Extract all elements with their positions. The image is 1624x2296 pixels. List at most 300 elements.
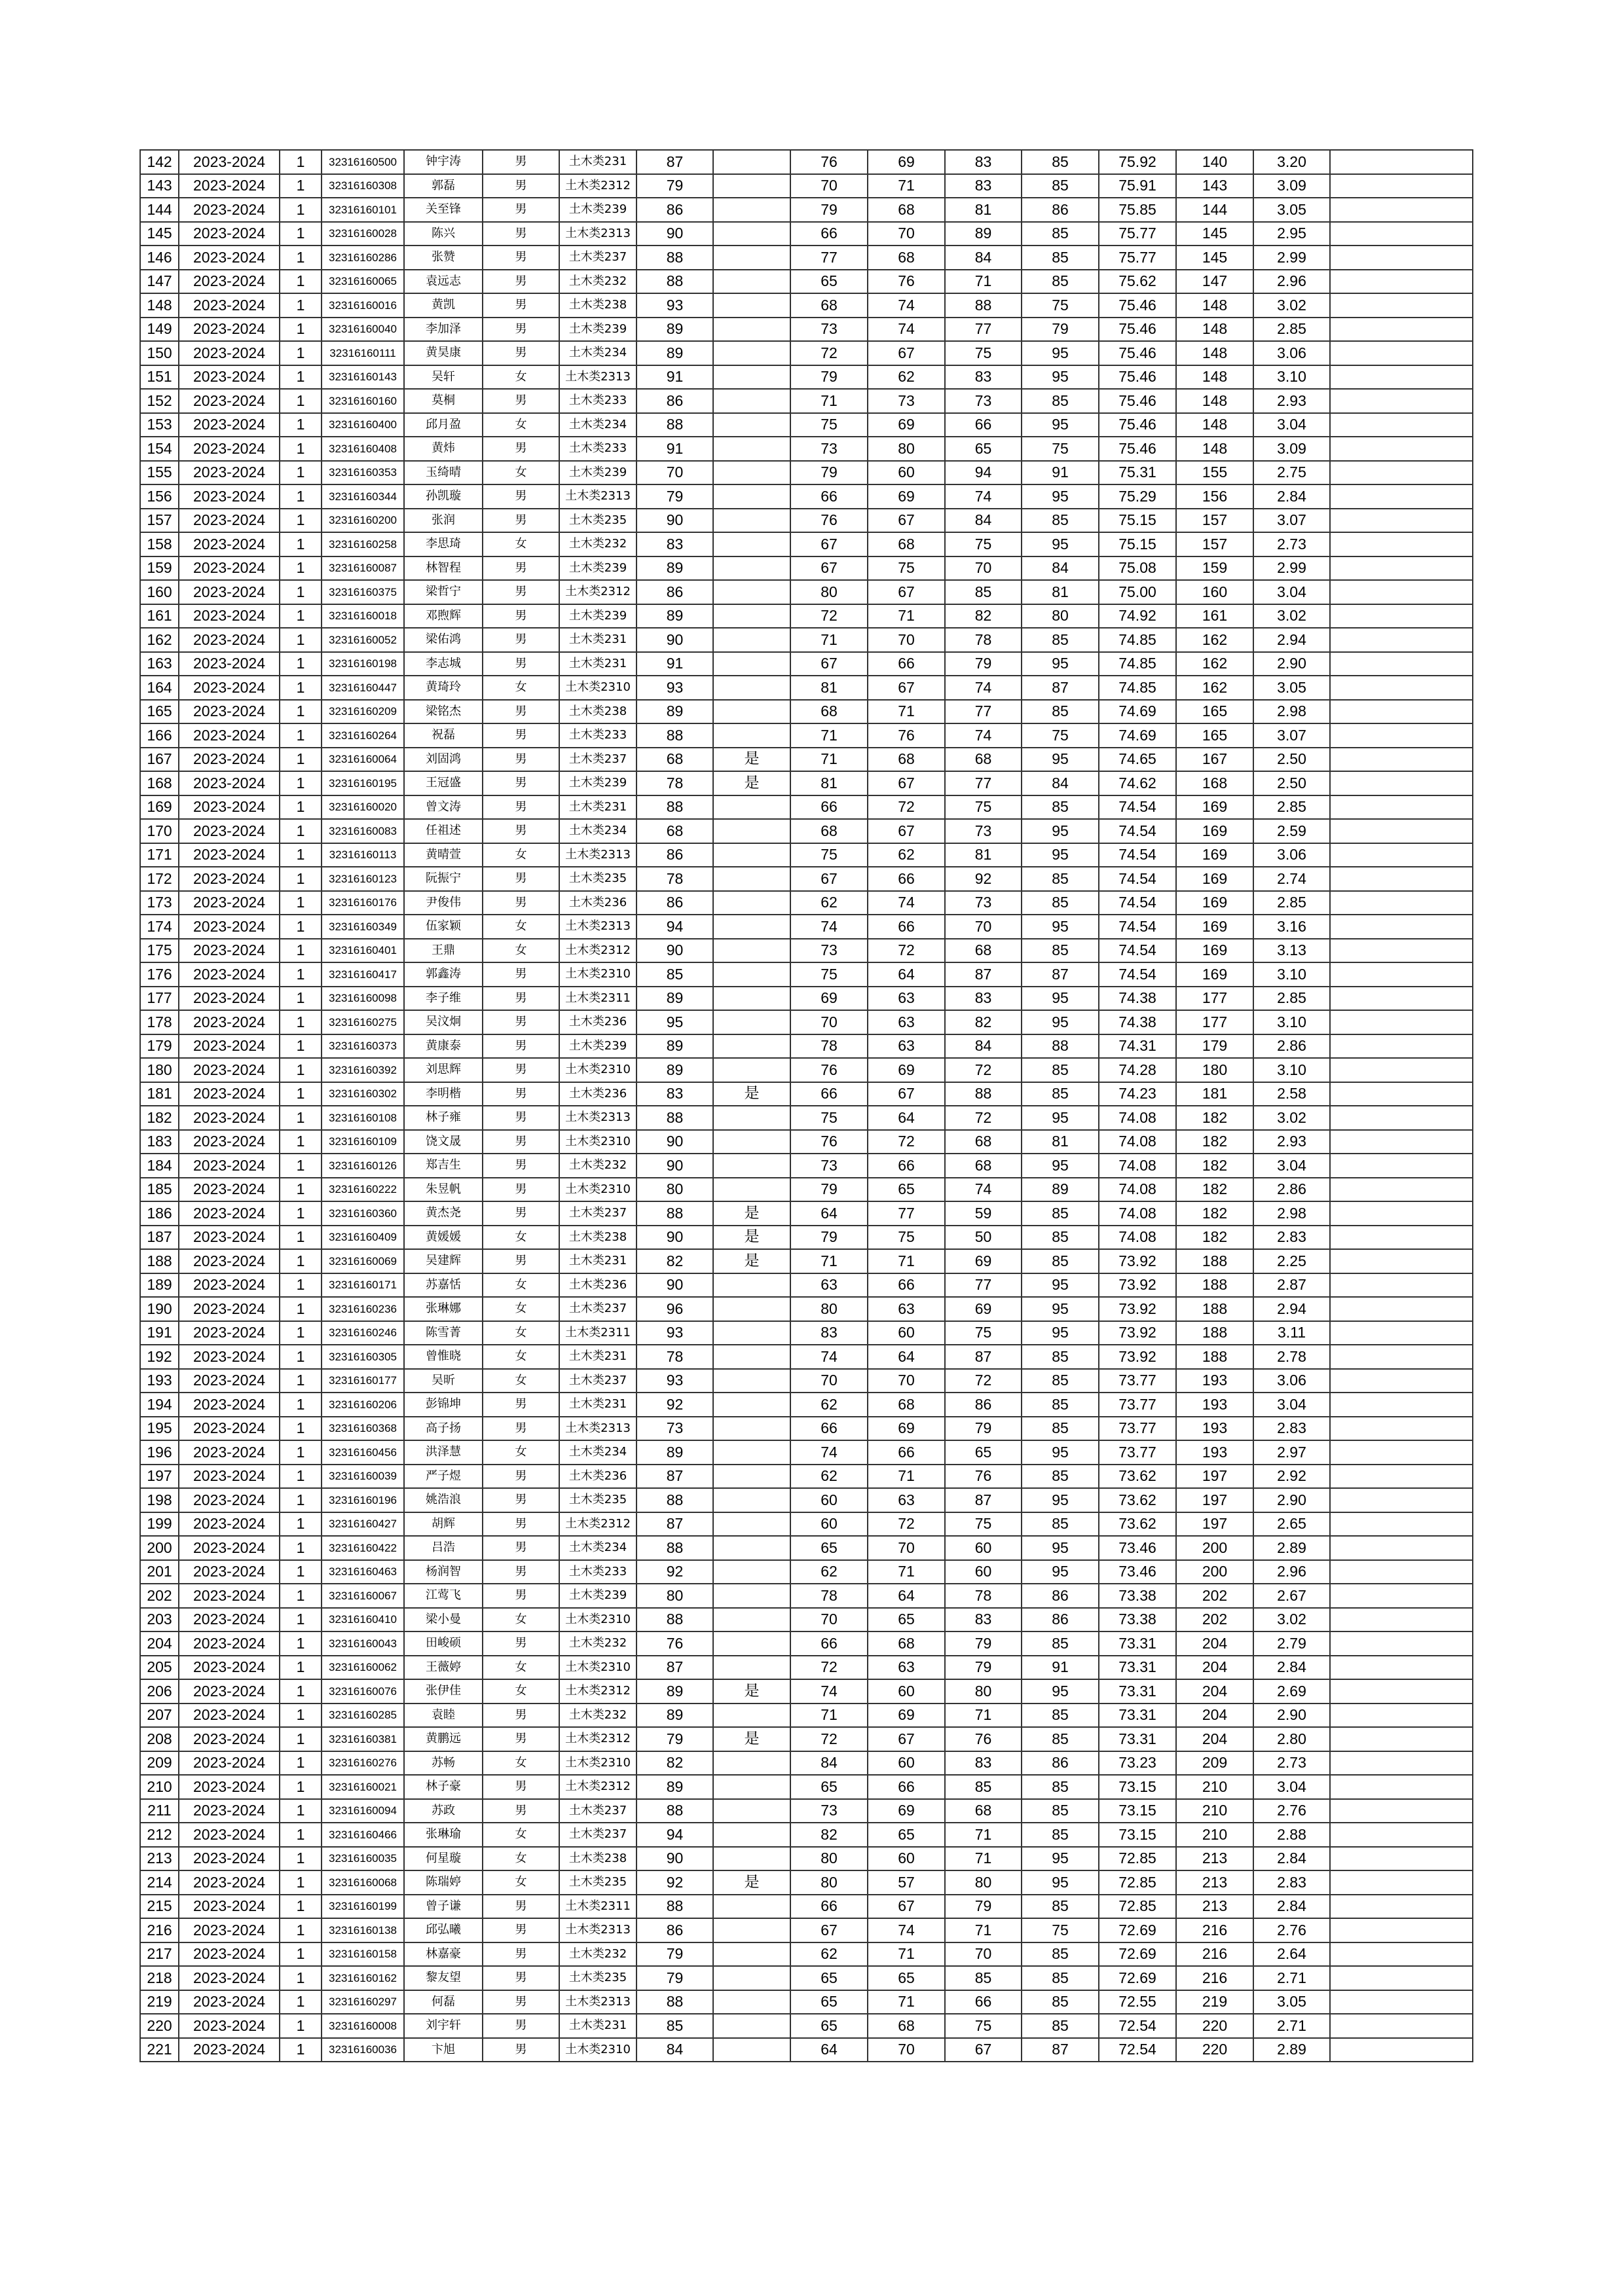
average-score-cell: 74.38 (1099, 987, 1176, 1011)
average-score-cell: 74.28 (1099, 1058, 1176, 1082)
average-score-cell: 74.08 (1099, 1130, 1176, 1154)
gpa-cell: 2.99 (1253, 556, 1330, 581)
table-row (140, 1536, 1473, 1560)
student-name-cell: 苏畅 (404, 1751, 483, 1776)
semester-cell: 1 (280, 1895, 322, 1919)
score-b-cell: 66 (790, 222, 868, 246)
score-a-cell: 93 (637, 676, 713, 700)
student-id-cell: 32316160176 (322, 891, 404, 915)
rank-cell: 169 (1176, 795, 1253, 820)
gpa-cell: 2.93 (1253, 1130, 1330, 1154)
class-name-cell: 土木类234 (559, 341, 637, 365)
empty-cell (1330, 532, 1473, 556)
gender-cell: 男 (483, 246, 559, 270)
score-c-cell: 74 (868, 318, 945, 342)
score-e-cell: 85 (1022, 1417, 1099, 1441)
score-d-cell: 71 (945, 1704, 1022, 1728)
student-id-cell: 32316160039 (322, 1465, 404, 1489)
gender-cell: 女 (483, 532, 559, 556)
gpa-cell: 2.86 (1253, 1034, 1330, 1059)
table-row (140, 365, 1473, 390)
score-c-cell: 60 (868, 1847, 945, 1871)
score-e-cell: 80 (1022, 604, 1099, 629)
score-d-cell: 76 (945, 1465, 1022, 1489)
score-c-cell: 63 (868, 1488, 945, 1512)
flag-mark-cell (713, 1536, 790, 1560)
student-name-cell: 杨润智 (404, 1560, 483, 1584)
score-e-cell: 81 (1022, 580, 1099, 604)
student-id-cell: 32316160062 (322, 1656, 404, 1680)
gpa-cell: 2.90 (1253, 652, 1330, 676)
score-c-cell: 68 (868, 198, 945, 222)
row-number-cell: 150 (140, 341, 179, 365)
score-c-cell: 64 (868, 962, 945, 987)
table-row (140, 1918, 1473, 1942)
row-number-cell: 210 (140, 1775, 179, 1799)
score-e-cell: 85 (1022, 1345, 1099, 1369)
semester-cell: 1 (280, 1631, 322, 1656)
average-score-cell: 74.23 (1099, 1082, 1176, 1106)
class-name-cell: 土木类2313 (559, 222, 637, 246)
student-name-cell: 彭锦坤 (404, 1393, 483, 1417)
score-a-cell: 89 (637, 987, 713, 1011)
row-number-cell: 213 (140, 1847, 179, 1871)
row-number-cell: 202 (140, 1584, 179, 1608)
academic-year-cell: 2023-2024 (179, 222, 280, 246)
gender-cell: 女 (483, 843, 559, 867)
score-b-cell: 62 (790, 1393, 868, 1417)
row-number-cell: 201 (140, 1560, 179, 1584)
gender-cell: 男 (483, 1082, 559, 1106)
academic-year-cell: 2023-2024 (179, 1010, 280, 1034)
semester-cell: 1 (280, 939, 322, 963)
semester-cell: 1 (280, 987, 322, 1011)
score-a-cell: 92 (637, 1870, 713, 1895)
class-name-cell: 土木类232 (559, 1704, 637, 1728)
score-e-cell: 86 (1022, 1584, 1099, 1608)
semester-cell: 1 (280, 723, 322, 748)
semester-cell: 1 (280, 915, 322, 939)
average-score-cell: 74.65 (1099, 748, 1176, 772)
score-d-cell: 92 (945, 867, 1022, 891)
student-id-cell: 32316160067 (322, 1584, 404, 1608)
score-a-cell: 89 (637, 700, 713, 724)
gpa-cell: 2.92 (1253, 1465, 1330, 1489)
gender-cell: 男 (483, 1488, 559, 1512)
average-score-cell: 73.15 (1099, 1775, 1176, 1799)
score-a-cell: 89 (637, 1775, 713, 1799)
class-name-cell: 土木类239 (559, 771, 637, 795)
gpa-cell: 3.10 (1253, 365, 1330, 390)
score-d-cell: 71 (945, 1823, 1022, 1847)
gender-cell: 男 (483, 1536, 559, 1560)
class-name-cell: 土木类2310 (559, 1178, 637, 1202)
score-c-cell: 68 (868, 748, 945, 772)
student-id-cell: 32316160076 (322, 1679, 404, 1704)
score-b-cell: 63 (790, 1273, 868, 1298)
semester-cell: 1 (280, 1679, 322, 1704)
semester-cell: 1 (280, 365, 322, 390)
student-id-cell: 32316160200 (322, 509, 404, 533)
rank-cell: 179 (1176, 1034, 1253, 1059)
student-id-cell: 32316160297 (322, 1990, 404, 2014)
table-row (140, 1321, 1473, 1345)
table-row (140, 1393, 1473, 1417)
student-name-cell: 邓煦辉 (404, 604, 483, 629)
average-score-cell: 73.15 (1099, 1799, 1176, 1823)
score-a-cell: 78 (637, 867, 713, 891)
rank-cell: 182 (1176, 1154, 1253, 1178)
score-c-cell: 68 (868, 532, 945, 556)
average-score-cell: 74.54 (1099, 819, 1176, 843)
rank-cell: 202 (1176, 1608, 1253, 1632)
table-row (140, 1847, 1473, 1871)
class-name-cell: 土木类231 (559, 2014, 637, 2038)
score-a-cell: 86 (637, 891, 713, 915)
semester-cell: 1 (280, 484, 322, 509)
score-a-cell: 90 (637, 628, 713, 652)
semester-cell: 1 (280, 1297, 322, 1321)
score-e-cell: 86 (1022, 1751, 1099, 1776)
gpa-cell: 2.88 (1253, 1823, 1330, 1847)
rank-cell: 148 (1176, 413, 1253, 437)
rank-cell: 197 (1176, 1488, 1253, 1512)
rank-cell: 181 (1176, 1082, 1253, 1106)
score-d-cell: 75 (945, 341, 1022, 365)
flag-mark-cell (713, 1704, 790, 1728)
score-e-cell: 85 (1022, 1727, 1099, 1751)
academic-year-cell: 2023-2024 (179, 1440, 280, 1465)
gender-cell: 女 (483, 676, 559, 700)
table-row (140, 676, 1473, 700)
gender-cell: 男 (483, 1417, 559, 1441)
score-b-cell: 65 (790, 1990, 868, 2014)
score-d-cell: 60 (945, 1536, 1022, 1560)
gpa-cell: 2.85 (1253, 891, 1330, 915)
empty-cell (1330, 1440, 1473, 1465)
student-id-cell: 32316160427 (322, 1512, 404, 1537)
academic-year-cell: 2023-2024 (179, 1058, 280, 1082)
academic-year-cell: 2023-2024 (179, 987, 280, 1011)
gpa-cell: 2.95 (1253, 222, 1330, 246)
rank-cell: 156 (1176, 484, 1253, 509)
score-a-cell: 89 (637, 1704, 713, 1728)
gender-cell: 男 (483, 556, 559, 581)
rank-cell: 204 (1176, 1704, 1253, 1728)
student-name-cell: 吴汶炯 (404, 1010, 483, 1034)
academic-year-cell: 2023-2024 (179, 174, 280, 198)
gender-cell: 男 (483, 1393, 559, 1417)
gpa-cell: 2.87 (1253, 1273, 1330, 1298)
class-name-cell: 土木类234 (559, 819, 637, 843)
gender-cell: 男 (483, 867, 559, 891)
student-name-cell: 吕浩 (404, 1536, 483, 1560)
score-a-cell: 79 (637, 1942, 713, 1967)
academic-year-cell: 2023-2024 (179, 652, 280, 676)
score-b-cell: 68 (790, 700, 868, 724)
rank-cell: 165 (1176, 700, 1253, 724)
score-d-cell: 77 (945, 771, 1022, 795)
empty-cell (1330, 150, 1473, 174)
flag-mark-cell (713, 723, 790, 748)
semester-cell: 1 (280, 1082, 322, 1106)
gpa-cell: 2.58 (1253, 1082, 1330, 1106)
flag-mark-cell (713, 939, 790, 963)
score-b-cell: 82 (790, 1823, 868, 1847)
empty-cell (1330, 1178, 1473, 1202)
student-name-cell: 洪泽慧 (404, 1440, 483, 1465)
gpa-cell: 3.20 (1253, 150, 1330, 174)
score-a-cell: 88 (637, 270, 713, 294)
score-c-cell: 71 (868, 1942, 945, 1967)
table-row (140, 1870, 1473, 1895)
score-a-cell: 90 (637, 1154, 713, 1178)
average-score-cell: 73.77 (1099, 1440, 1176, 1465)
flag-mark-cell (713, 1823, 790, 1847)
empty-cell (1330, 1058, 1473, 1082)
score-d-cell: 68 (945, 748, 1022, 772)
flag-mark-cell (713, 222, 790, 246)
score-d-cell: 83 (945, 174, 1022, 198)
rank-cell: 200 (1176, 1560, 1253, 1584)
flag-mark-cell (713, 867, 790, 891)
score-e-cell: 87 (1022, 962, 1099, 987)
academic-year-cell: 2023-2024 (179, 293, 280, 318)
class-name-cell: 土木类2313 (559, 1417, 637, 1441)
academic-year-cell: 2023-2024 (179, 843, 280, 867)
student-id-cell: 32316160258 (322, 532, 404, 556)
row-number-cell: 171 (140, 843, 179, 867)
score-d-cell: 74 (945, 484, 1022, 509)
gpa-cell: 2.80 (1253, 1727, 1330, 1751)
rank-cell: 220 (1176, 2038, 1253, 2062)
table-row (140, 843, 1473, 867)
class-name-cell: 土木类239 (559, 1584, 637, 1608)
row-number-cell: 168 (140, 771, 179, 795)
academic-year-cell: 2023-2024 (179, 1321, 280, 1345)
student-name-cell: 胡辉 (404, 1512, 483, 1537)
class-name-cell: 土木类2313 (559, 365, 637, 390)
academic-year-cell: 2023-2024 (179, 1631, 280, 1656)
student-name-cell: 黄炜 (404, 437, 483, 461)
class-name-cell: 土木类232 (559, 1154, 637, 1178)
academic-year-cell: 2023-2024 (179, 748, 280, 772)
score-c-cell: 68 (868, 246, 945, 270)
gender-cell: 男 (483, 1918, 559, 1942)
score-b-cell: 71 (790, 723, 868, 748)
class-name-cell: 土木类2310 (559, 1751, 637, 1776)
student-id-cell: 32316160368 (322, 1417, 404, 1441)
score-c-cell: 74 (868, 1918, 945, 1942)
gender-cell: 女 (483, 1823, 559, 1847)
academic-year-cell: 2023-2024 (179, 1751, 280, 1776)
student-id-cell: 32316160008 (322, 2014, 404, 2038)
score-e-cell: 85 (1022, 1249, 1099, 1273)
flag-mark-cell (713, 652, 790, 676)
score-d-cell: 79 (945, 1656, 1022, 1680)
score-d-cell: 67 (945, 2038, 1022, 2062)
score-a-cell: 93 (637, 1369, 713, 1393)
row-number-cell: 148 (140, 293, 179, 318)
table-row (140, 939, 1473, 963)
student-name-cell: 高子扬 (404, 1417, 483, 1441)
rank-cell: 193 (1176, 1440, 1253, 1465)
gpa-cell: 2.69 (1253, 1679, 1330, 1704)
rank-cell: 148 (1176, 318, 1253, 342)
score-a-cell: 86 (637, 843, 713, 867)
table-row (140, 1679, 1473, 1704)
table-row (140, 389, 1473, 413)
score-a-cell: 95 (637, 1010, 713, 1034)
row-number-cell: 193 (140, 1369, 179, 1393)
empty-cell (1330, 174, 1473, 198)
average-score-cell: 74.08 (1099, 1154, 1176, 1178)
score-d-cell: 76 (945, 1727, 1022, 1751)
semester-cell: 1 (280, 1584, 322, 1608)
score-c-cell: 71 (868, 1560, 945, 1584)
gender-cell: 女 (483, 413, 559, 437)
gender-cell: 男 (483, 2038, 559, 2062)
row-number-cell: 144 (140, 198, 179, 222)
empty-cell (1330, 1870, 1473, 1895)
empty-cell (1330, 987, 1473, 1011)
row-number-cell: 185 (140, 1178, 179, 1202)
score-c-cell: 65 (868, 1178, 945, 1202)
academic-year-cell: 2023-2024 (179, 891, 280, 915)
score-e-cell: 85 (1022, 174, 1099, 198)
class-name-cell: 土木类237 (559, 1823, 637, 1847)
score-a-cell: 88 (637, 1895, 713, 1919)
student-name-cell: 林子豪 (404, 1775, 483, 1799)
score-b-cell: 65 (790, 1775, 868, 1799)
flag-mark-cell (713, 1106, 790, 1130)
academic-year-cell: 2023-2024 (179, 389, 280, 413)
student-name-cell: 阮振宁 (404, 867, 483, 891)
score-e-cell: 95 (1022, 1679, 1099, 1704)
student-id-cell: 32316160305 (322, 1345, 404, 1369)
academic-year-cell: 2023-2024 (179, 723, 280, 748)
score-e-cell: 79 (1022, 318, 1099, 342)
score-a-cell: 89 (637, 604, 713, 629)
gender-cell: 男 (483, 1249, 559, 1273)
score-a-cell: 87 (637, 150, 713, 174)
gender-cell: 男 (483, 771, 559, 795)
score-b-cell: 72 (790, 1656, 868, 1680)
score-b-cell: 73 (790, 437, 868, 461)
average-score-cell: 74.85 (1099, 652, 1176, 676)
student-name-cell: 郑吉生 (404, 1154, 483, 1178)
score-e-cell: 95 (1022, 413, 1099, 437)
gender-cell: 男 (483, 628, 559, 652)
average-score-cell: 73.92 (1099, 1345, 1176, 1369)
gpa-cell: 3.02 (1253, 293, 1330, 318)
gender-cell: 男 (483, 1775, 559, 1799)
student-id-cell: 32316160158 (322, 1942, 404, 1967)
semester-cell: 1 (280, 150, 322, 174)
score-d-cell: 74 (945, 723, 1022, 748)
table-row (140, 1249, 1473, 1273)
score-d-cell: 85 (945, 1966, 1022, 1990)
class-name-cell: 土木类231 (559, 652, 637, 676)
score-a-cell: 78 (637, 1345, 713, 1369)
empty-cell (1330, 1321, 1473, 1345)
rank-cell: 182 (1176, 1201, 1253, 1226)
rank-cell: 161 (1176, 604, 1253, 629)
gpa-cell: 2.76 (1253, 1799, 1330, 1823)
score-e-cell: 81 (1022, 1130, 1099, 1154)
table-row (140, 1631, 1473, 1656)
rank-cell: 145 (1176, 246, 1253, 270)
empty-cell (1330, 1154, 1473, 1178)
flag-mark-cell: 是 (713, 1226, 790, 1250)
score-b-cell: 70 (790, 1010, 868, 1034)
score-c-cell: 69 (868, 1799, 945, 1823)
student-name-cell: 李加泽 (404, 318, 483, 342)
student-name-cell: 王冠盛 (404, 771, 483, 795)
score-c-cell: 67 (868, 1082, 945, 1106)
score-d-cell: 73 (945, 389, 1022, 413)
row-number-cell: 170 (140, 819, 179, 843)
row-number-cell: 179 (140, 1034, 179, 1059)
class-name-cell: 土木类236 (559, 1273, 637, 1298)
rank-cell: 167 (1176, 748, 1253, 772)
row-number-cell: 152 (140, 389, 179, 413)
flag-mark-cell (713, 2014, 790, 2038)
academic-year-cell: 2023-2024 (179, 2014, 280, 2038)
score-e-cell: 95 (1022, 532, 1099, 556)
rank-cell: 148 (1176, 365, 1253, 390)
rank-cell: 210 (1176, 1799, 1253, 1823)
gpa-cell: 2.98 (1253, 700, 1330, 724)
score-e-cell: 95 (1022, 843, 1099, 867)
score-b-cell: 75 (790, 962, 868, 987)
academic-year-cell: 2023-2024 (179, 1082, 280, 1106)
semester-cell: 1 (280, 1608, 322, 1632)
score-a-cell: 68 (637, 819, 713, 843)
semester-cell: 1 (280, 1870, 322, 1895)
flag-mark-cell (713, 246, 790, 270)
score-c-cell: 71 (868, 604, 945, 629)
empty-cell (1330, 652, 1473, 676)
flag-mark-cell (713, 1465, 790, 1489)
table-row (140, 1727, 1473, 1751)
gender-cell: 男 (483, 318, 559, 342)
student-name-cell: 吴建辉 (404, 1249, 483, 1273)
score-d-cell: 81 (945, 198, 1022, 222)
row-number-cell: 176 (140, 962, 179, 987)
semester-cell: 1 (280, 413, 322, 437)
score-e-cell: 85 (1022, 867, 1099, 891)
flag-mark-cell (713, 1584, 790, 1608)
semester-cell: 1 (280, 2038, 322, 2062)
score-d-cell: 78 (945, 628, 1022, 652)
score-e-cell: 95 (1022, 748, 1099, 772)
score-a-cell: 87 (637, 1656, 713, 1680)
score-c-cell: 69 (868, 484, 945, 509)
class-name-cell: 土木类235 (559, 1870, 637, 1895)
empty-cell (1330, 1560, 1473, 1584)
score-b-cell: 65 (790, 2014, 868, 2038)
score-e-cell: 85 (1022, 795, 1099, 820)
average-score-cell: 72.85 (1099, 1870, 1176, 1895)
score-c-cell: 63 (868, 1034, 945, 1059)
student-name-cell: 关至锋 (404, 198, 483, 222)
score-c-cell: 71 (868, 1990, 945, 2014)
gender-cell: 男 (483, 1584, 559, 1608)
flag-mark-cell (713, 819, 790, 843)
class-name-cell: 土木类2311 (559, 987, 637, 1011)
class-name-cell: 土木类237 (559, 1297, 637, 1321)
